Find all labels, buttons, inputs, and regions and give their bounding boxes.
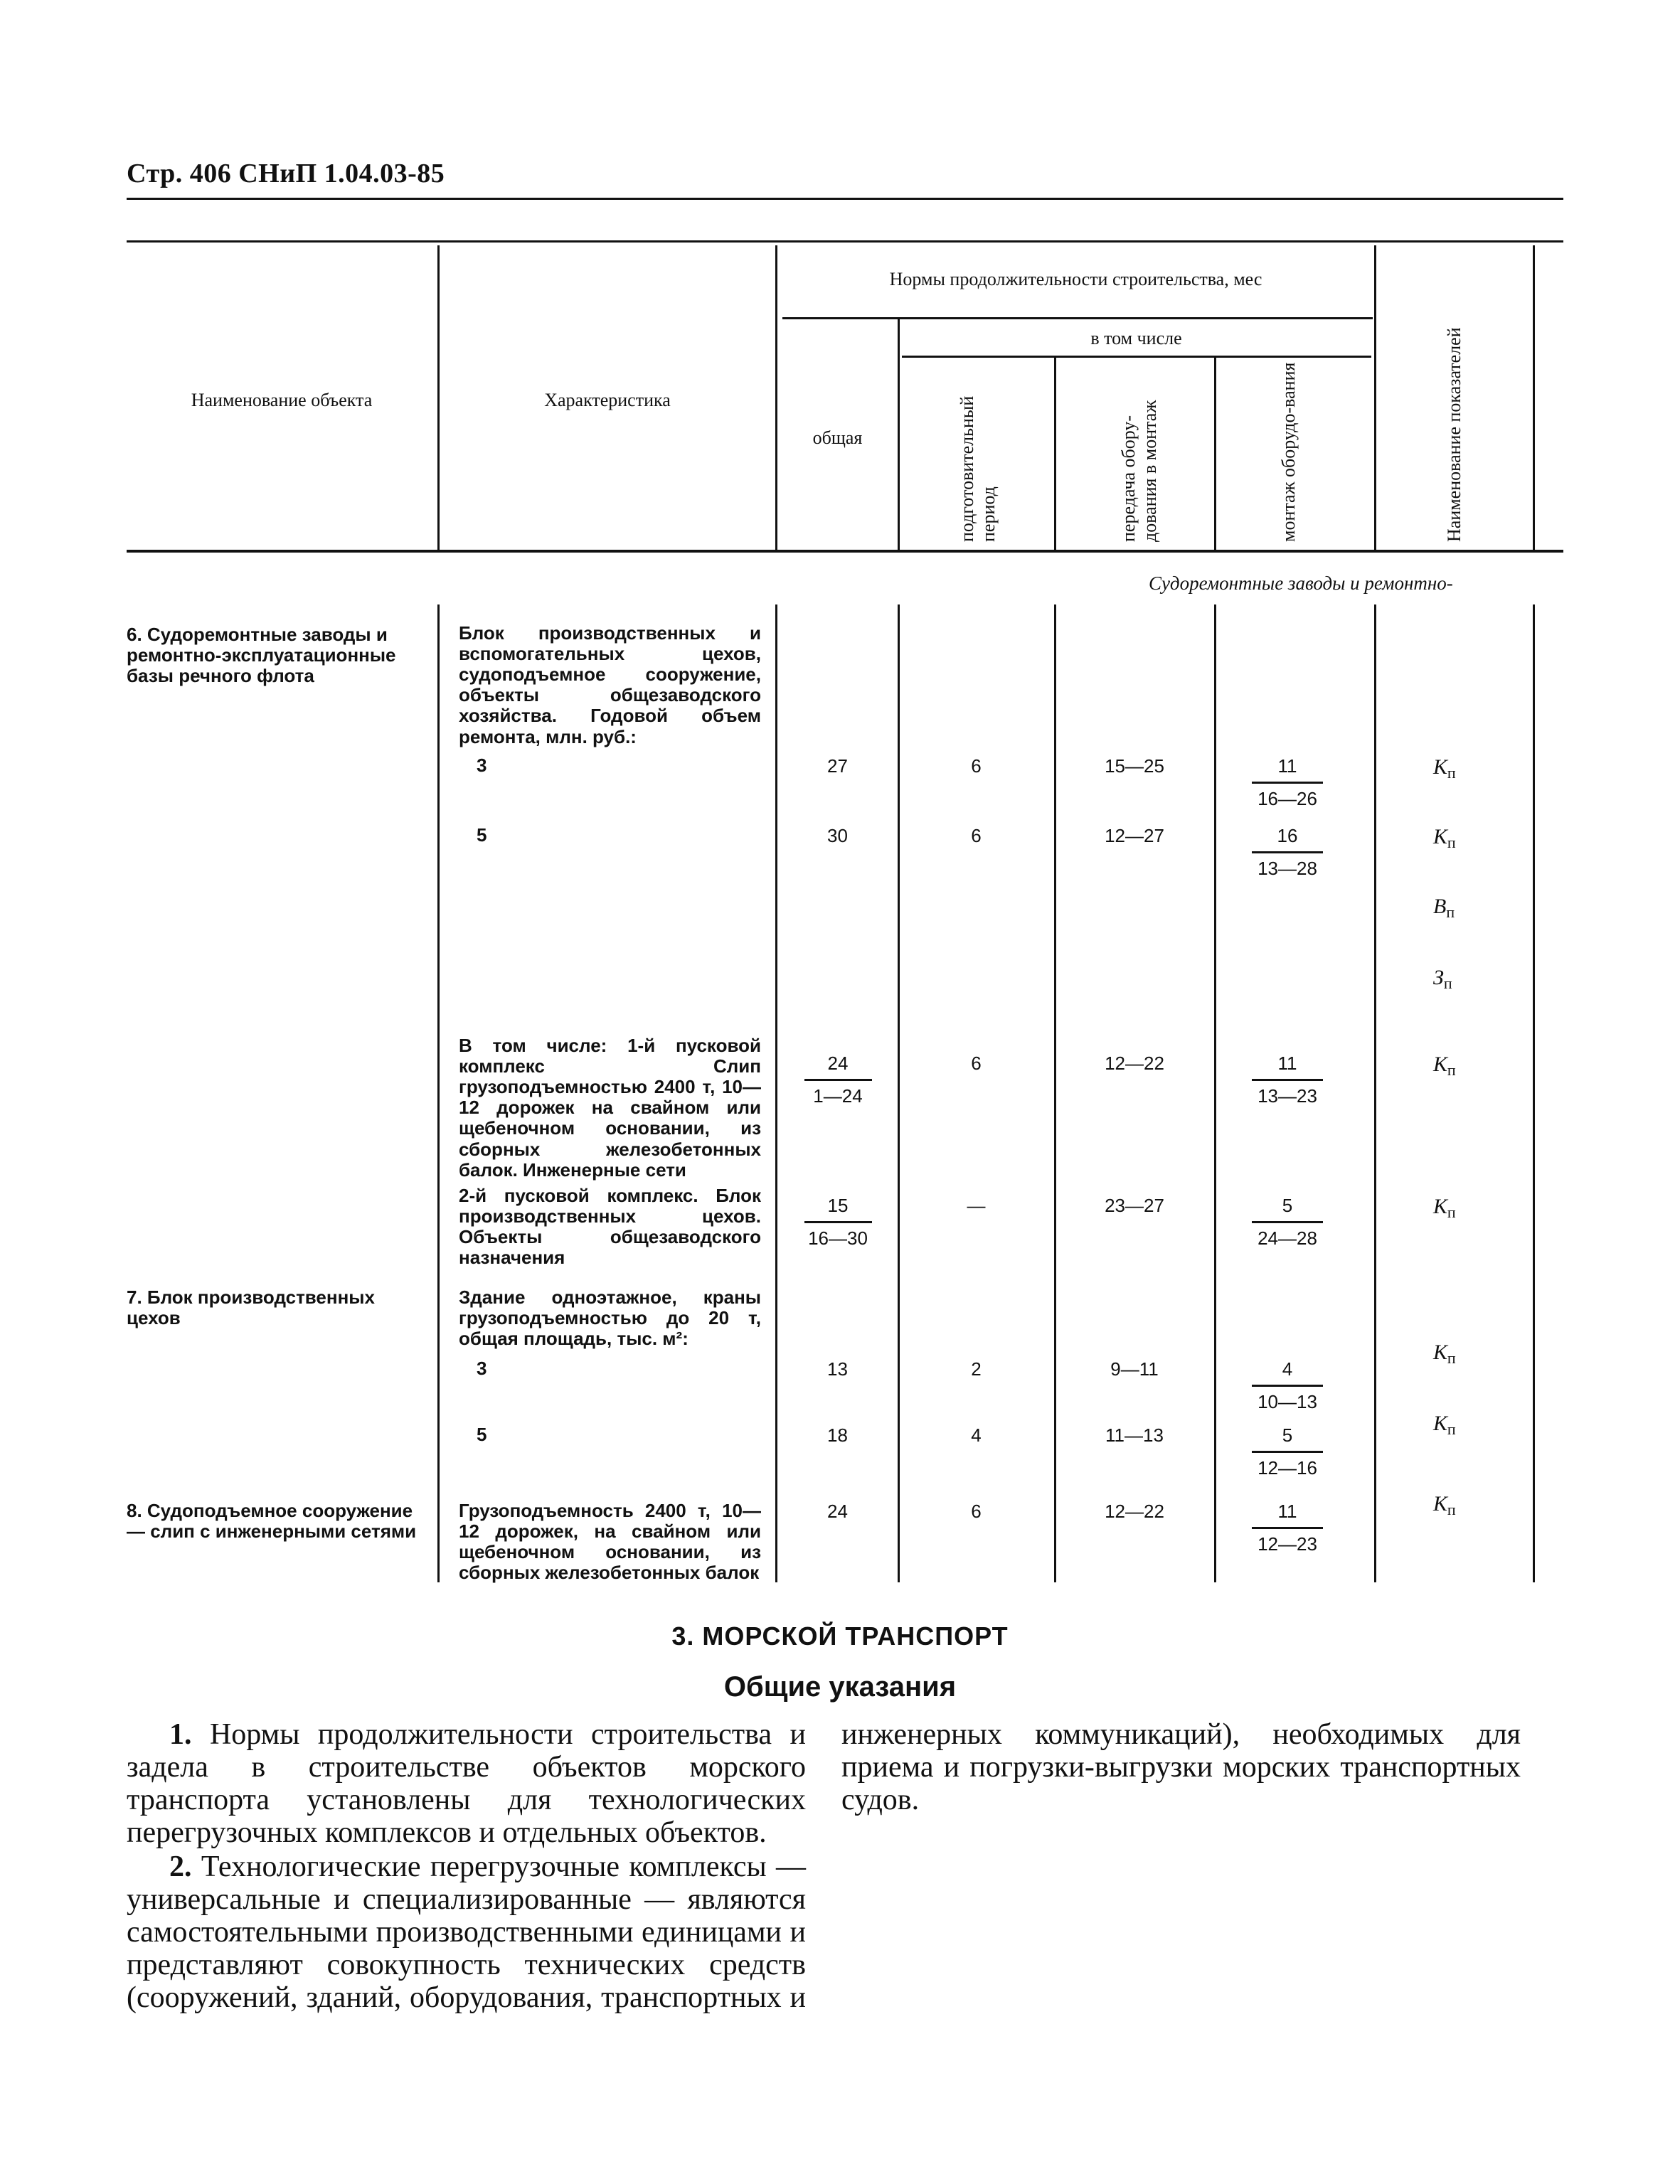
characteristic: 3: [477, 755, 487, 776]
subsection-title: Общие указания: [723, 1671, 957, 1703]
installation-top: 4: [1282, 1358, 1293, 1380]
total: 27: [827, 755, 848, 777]
body-col-divider-2: [775, 604, 777, 1582]
equipment-transfer: 12—22: [1105, 1501, 1164, 1522]
paragraph-number: 1.: [169, 1718, 192, 1751]
installation: [1248, 1358, 1327, 1413]
indicator-subscript: п: [1447, 764, 1456, 782]
indicator: [1433, 1412, 1456, 1439]
prep-period: 2: [971, 1358, 982, 1380]
header-bottom-rule: [127, 550, 1563, 553]
characteristic: 5: [477, 1424, 487, 1445]
prep-period: 6: [971, 825, 982, 846]
indicator-letter: В: [1433, 895, 1447, 918]
total-bottom: 1—24: [813, 1085, 863, 1107]
header-object-name: Наименование объекта: [191, 390, 373, 410]
indicator: [1433, 1492, 1456, 1519]
object-name: 8. Судоподъемное сооружение — слип с инженерными сетями: [127, 1500, 417, 1543]
running-head: Стр. 406 СНиП 1.04.03-85: [127, 159, 445, 188]
characteristic: 5: [477, 824, 487, 846]
equipment-transfer: 15—25: [1105, 755, 1164, 777]
characteristic: В том числе: 1-й пусковой комплекс Слип грузоподъемностью 2400 т, 10—12 дорожек на свайном или щебеночном основании, из сборных железобетонных балок. Инженерные сети: [459, 1035, 761, 1181]
equipment-transfer: 23—27: [1105, 1195, 1164, 1216]
header-indicators: Наименование показателей: [1444, 327, 1464, 542]
installation: [1248, 1195, 1327, 1250]
paragraph-number: 2.: [169, 1850, 192, 1883]
col-divider-4a: [1054, 358, 1056, 550]
body-col-divider-5: [1374, 604, 1376, 1582]
installation-top: 11: [1277, 755, 1297, 777]
body-col-divider-6: [1533, 604, 1535, 1582]
installation-top: 11: [1277, 1501, 1297, 1522]
header-including-rule: [902, 356, 1371, 358]
installation-bottom: 10—13: [1258, 1391, 1317, 1412]
header-including: в том числе: [1090, 328, 1182, 348]
prep-period: —: [967, 1195, 986, 1216]
indicator: [1433, 895, 1455, 922]
header-norms-rule: [782, 317, 1373, 319]
equipment-transfer: 11—13: [1105, 1424, 1164, 1446]
total-top: 15: [827, 1195, 849, 1216]
prep-period: 4: [971, 1424, 982, 1446]
indicator-letter: К: [1433, 1412, 1447, 1435]
installation-bottom: 24—28: [1258, 1227, 1317, 1249]
section-title: 3. МОРСКОЙ ТРАНСПОРТ: [671, 1621, 1009, 1651]
indicator-subscript: п: [1447, 1501, 1456, 1518]
total: [802, 1195, 873, 1250]
prep-period: 6: [971, 1501, 982, 1522]
indicator-letter: К: [1433, 1492, 1447, 1516]
col-divider-2: [775, 245, 777, 550]
table-subtitle: Судоремонтные заводы и ремонтно-: [1149, 572, 1453, 594]
installation: [1248, 755, 1327, 810]
indicator: [1433, 1341, 1456, 1368]
installation-top: 11: [1277, 1053, 1297, 1074]
installation-bottom: 13—23: [1258, 1085, 1317, 1107]
installation-top: 5: [1282, 1424, 1293, 1446]
indicator-letter: К: [1433, 825, 1447, 848]
indicator-subscript: п: [1447, 1349, 1456, 1367]
object-name: 6. Судоремонтные заводы и ремонтно-эксплуатационные базы речного флота: [127, 624, 396, 687]
installation: [1248, 825, 1327, 880]
total: 30: [827, 825, 848, 846]
col-divider-4b: [1214, 358, 1216, 550]
prep-period: 6: [971, 755, 982, 777]
total-top: 24: [827, 1053, 849, 1074]
characteristic: 2-й пусковой комплекс. Блок производственных цехов. Объекты общезаводского назначения: [459, 1185, 761, 1269]
indicator-letter: З: [1433, 966, 1444, 989]
total: 24: [827, 1501, 848, 1522]
installation-bottom: 13—28: [1258, 858, 1317, 879]
col-divider-6: [1533, 245, 1535, 550]
header-installation: монтаж оборудо-вания: [1278, 362, 1299, 542]
indicator: [1433, 825, 1456, 852]
paragraph-text: Технологические перегрузочные комплексы — универсальные и специализированные — являются самостоятельными производственными единицами и представляют совокупность технических средств (сооружений, зданий, оборудования, транспортных и инженерных коммуникаций), необходимых для приема и погрузки-выгрузки морских транспортных судов.: [127, 1718, 1521, 2014]
equipment-transfer: 12—27: [1105, 825, 1164, 846]
equipment-transfer: 12—22: [1105, 1053, 1164, 1074]
installation-top: 16: [1277, 825, 1298, 846]
header-total: общая: [812, 427, 863, 448]
indicator-letter: К: [1433, 1053, 1447, 1076]
indicator-letter: К: [1433, 1341, 1447, 1364]
total: [802, 1053, 873, 1107]
paragraph-1: [127, 1718, 806, 1849]
indicator-subscript: п: [1447, 1203, 1456, 1221]
header-equipment-transfer: передача обору-дования в монтаж: [1118, 400, 1160, 542]
equipment-transfer: 9—11: [1110, 1358, 1159, 1380]
characteristic: Грузоподъемность 2400 т, 10—12 дорожек, на свайном или щебеночном основании, из сборных железобетонных балок: [459, 1500, 761, 1584]
body-col-divider-4b: [1214, 604, 1216, 1582]
col-divider-5: [1374, 245, 1376, 550]
indicator: [1433, 1195, 1456, 1222]
header-prep-period: подготовительный период: [957, 395, 999, 542]
body-col-divider-1: [437, 604, 440, 1582]
installation-bottom: 16—26: [1258, 788, 1317, 809]
running-head-rule: [127, 198, 1563, 200]
total-bottom: 16—30: [808, 1227, 868, 1249]
indicator-subscript: п: [1443, 974, 1452, 992]
installation: [1248, 1424, 1327, 1479]
characteristic: Здание одноэтажное, краны грузоподъемностью до 20 т, общая площадь, тыс. м²:: [459, 1287, 761, 1350]
col-divider-3: [898, 319, 900, 550]
prep-period: 6: [971, 1053, 982, 1074]
installation-bottom: 12—16: [1258, 1457, 1317, 1479]
indicator-letter: К: [1433, 755, 1447, 779]
paragraph-left: [127, 1718, 1521, 2045]
indicator-letter: К: [1433, 1195, 1447, 1218]
installation: [1248, 1053, 1327, 1107]
indicator-subscript: п: [1446, 903, 1455, 921]
total: 18: [827, 1424, 848, 1446]
header-norms: Нормы продолжительности строительства, мес: [889, 269, 1262, 289]
paragraph-text: Нормы продолжительности строительства и задела в строительстве объектов морского транспорта установлены для технологических перегрузочных комплексов и отдельных объектов.: [127, 1718, 806, 1849]
indicator-subscript: п: [1447, 1420, 1456, 1438]
characteristic: Блок производственных и вспомогательных цехов, судоподъемное сооружение, объекты общезаводского хозяйства. Годовой объем ремонта, млн. руб.:: [459, 622, 761, 747]
header-characteristic: Характеристика: [544, 390, 671, 410]
installation-bottom: 12—23: [1258, 1533, 1317, 1555]
object-name: 7. Блок производственных цехов: [127, 1287, 375, 1329]
indicator-subscript: п: [1447, 833, 1456, 851]
col-divider-1: [437, 245, 440, 550]
installation: [1248, 1501, 1327, 1555]
header-top-rule: [127, 240, 1563, 243]
indicator: [1433, 1053, 1456, 1080]
indicator-subscript: п: [1447, 1061, 1456, 1079]
indicator: [1433, 966, 1452, 993]
installation-top: 5: [1282, 1195, 1293, 1216]
characteristic: 3: [477, 1358, 487, 1379]
total: 13: [827, 1358, 848, 1380]
indicator: [1433, 755, 1456, 782]
